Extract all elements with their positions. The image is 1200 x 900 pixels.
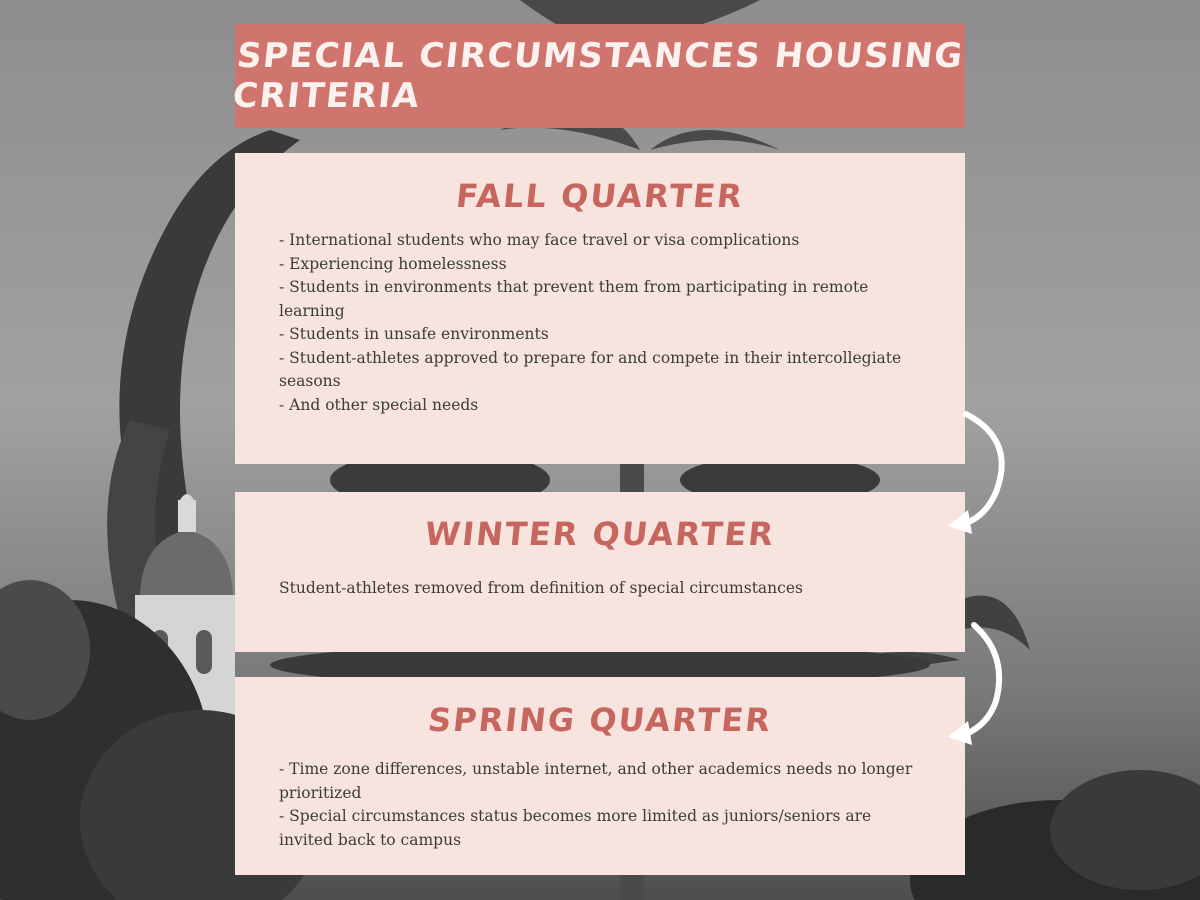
list-item: - Students in environments that prevent them from participating in remote learning bbox=[279, 278, 869, 320]
criteria-list bbox=[235, 577, 965, 601]
list-item: - Experiencing homelessness bbox=[279, 254, 507, 273]
winter-quarter-card bbox=[235, 492, 965, 652]
criteria-list bbox=[235, 758, 965, 852]
section-heading: WINTER QUARTER bbox=[423, 515, 777, 553]
list-item: - Students in unsafe environments bbox=[279, 325, 549, 343]
title-banner bbox=[230, 24, 966, 128]
section-heading: SPRING QUARTER bbox=[426, 701, 774, 739]
page-title: SPECIAL CIRCUMSTANCES HOUSING CRITERIA bbox=[230, 36, 966, 116]
list-item: Student-athletes removed from definition of special circumstances bbox=[279, 579, 803, 597]
list-item: - Time zone differences, unstable internet, and other academics needs no longer prioritized bbox=[279, 760, 913, 802]
fall-quarter-card bbox=[235, 153, 965, 464]
criteria-list bbox=[235, 229, 965, 417]
list-item: - Student-athletes approved to prepare for and compete in their intercollegiate seasons bbox=[279, 348, 902, 390]
list-item: - Special circumstances status becomes more limited as juniors/seniors are invited back to campus bbox=[279, 807, 872, 849]
list-item: - And other special needs bbox=[279, 395, 479, 414]
spring-quarter-card bbox=[235, 677, 965, 875]
section-heading: FALL QUARTER bbox=[454, 177, 746, 215]
list-item: - International students who may face travel or visa complications bbox=[279, 231, 800, 249]
